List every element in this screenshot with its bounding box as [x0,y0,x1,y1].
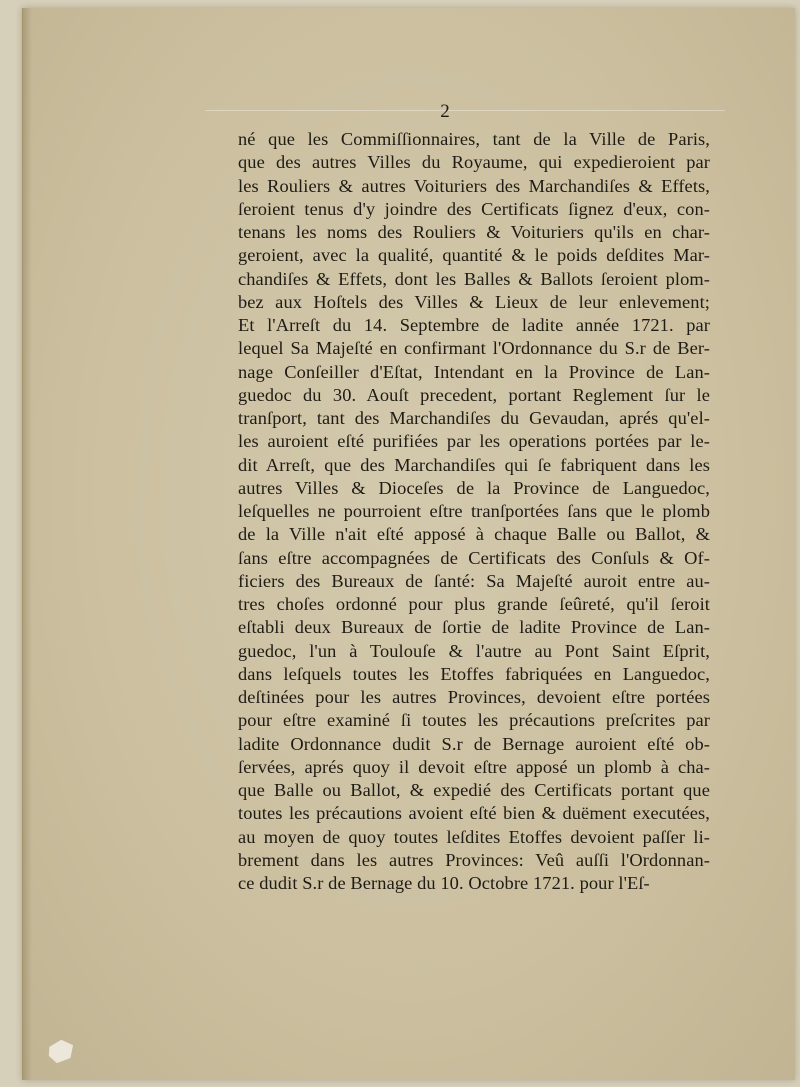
text-line: que Balle ou Ballot, & expedié des Certificats portant que [238,780,710,800]
text-line: ce dudit S.r de Bernage du 10. Octobre 1721. pour l'Eſ- [238,873,650,893]
text-line: ladite Ordonnance dudit S.r de Bernage auroient eſté ob- [238,733,710,754]
text-line: au moyen de quoy toutes leſdites Etoffes devoient paſſer li- [238,826,710,847]
text-line: né que les Commiſſionnaires, tant de la Ville de Paris, [238,129,710,149]
text-line: leſquelles ne pourroient eſtre tranſportées ſans que le plomb [238,501,710,521]
text-line: autres Villes & Dioceſes de la Province de Languedoc, [238,477,710,498]
text-line: Et l'Arreſt du 14. Septembre de ladite année 1721. par [238,315,710,335]
paper-edge-shadow [22,8,32,1080]
text-line: chandiſes & Effets, dont les Balles & Ballots ſeroient plom- [238,268,710,289]
text-line: que des autres Villes du Royaume, qui expedieroient par [238,152,710,173]
text-line: toutes les précautions avoient eſté bien & duëment executées, [238,803,710,824]
body-text [238,128,710,895]
text-line: guedoc du 30. Aouſt precedent, portant Reglement ſur le [238,384,710,405]
text-line: tres choſes ordonné pour plus grande ſeûreté, qu'il ſeroit [238,594,710,614]
text-line: ficiers des Bureaux de ſanté: Sa Majeſté auroit entre au- [238,570,710,591]
text-line: dans leſquels toutes les Etoffes fabriquées en Languedoc, [238,663,710,684]
text-line: les auroient eſté purifiées par les operations portées par le- [238,431,710,452]
text-line: ſervées, aprés quoy il devoit eſtre apposé un plomb à cha- [238,756,710,777]
text-line: tenans les noms des Rouliers & Voituriers qu'ils en char- [238,222,710,242]
text-line: pour eſtre examiné ſi toutes les précautions preſcrites par [238,710,710,731]
page-number: 2 [440,101,450,122]
text-line: de la Ville n'ait eſté apposé à chaque Balle ou Ballot, & [238,524,710,545]
text-line: eſtabli deux Bureaux de ſortie de ladite Province de Lan- [238,617,710,638]
text-line: tranſport, tant des Marchandiſes du Gevaudan, aprés qu'el- [238,408,710,428]
text-line: bez aux Hoſtels des Villes & Lieux de leur enlevement; [238,291,710,312]
text-line: dit Arreſt, que des Marchandiſes qui ſe fabriquent dans les [238,454,710,475]
text-line: deſtinées pour les autres Provinces, devoient eſtre portées [238,687,710,707]
text-line: guedoc, l'un à Toulouſe & l'autre au Pont Saint Eſprit, [238,640,710,661]
text-line: nage Conſeiller d'Eſtat, Intendant en la Province de Lan- [238,361,710,382]
text-line: ſeroient tenus d'y joindre des Certificats ſignez d'eux, con- [238,198,710,219]
text-line: brement dans les autres Provinces: Veû auſſi l'Ordonnan- [238,849,710,870]
fold-crease [205,110,725,111]
text-line: geroient, avec la qualité, quantité & le poids deſdites Mar- [238,245,710,266]
text-line: les Rouliers & autres Voituriers des Marchandiſes & Effets, [238,175,710,196]
text-line: lequel Sa Majeſté en confirmant l'Ordonnance du S.r de Ber- [238,338,710,359]
text-line: ſans eſtre accompagnées de Certificats des Conſuls & Of- [238,547,710,568]
